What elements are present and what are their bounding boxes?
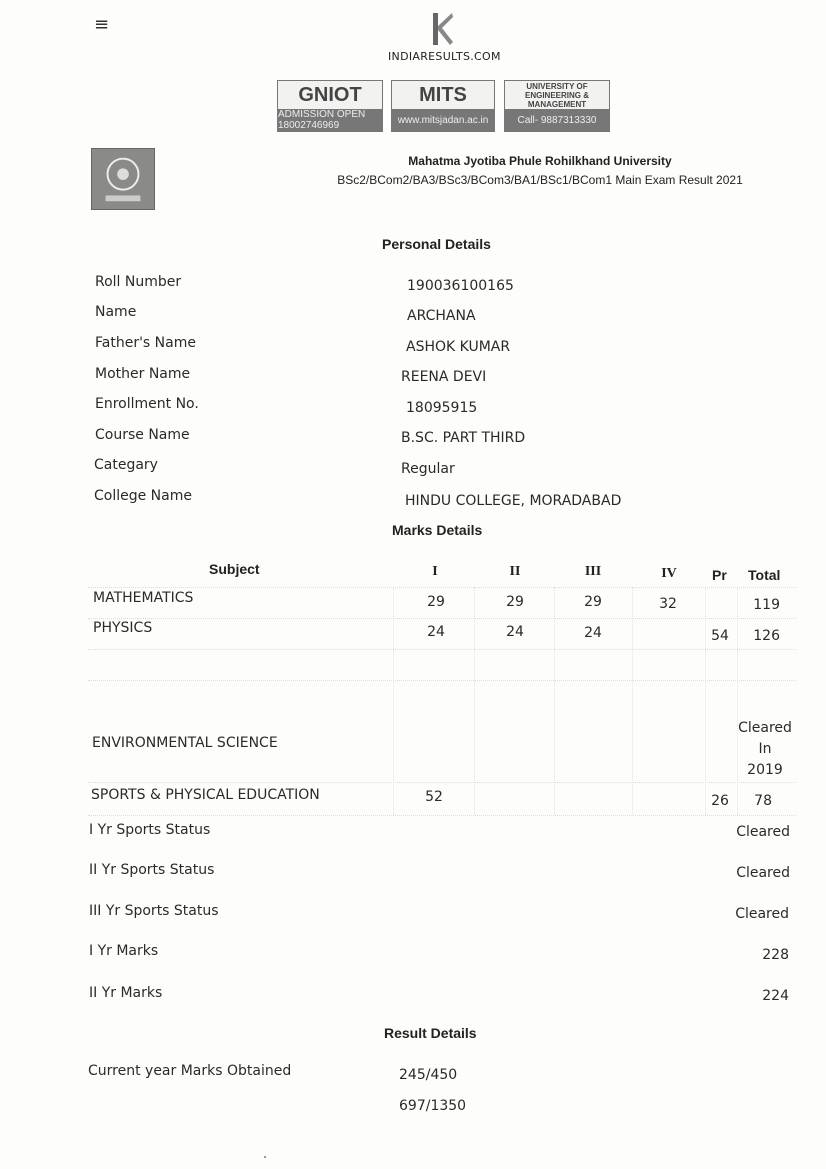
ad-banner-mits[interactable] [391, 80, 495, 132]
table-gridline [88, 815, 796, 816]
subject-physics: PHYSICS [93, 620, 153, 636]
ad-title: GNIOT [298, 83, 362, 106]
table-gridline [705, 587, 706, 815]
yr2-marks-value: 224 [762, 988, 789, 1004]
roll-number-label: Roll Number [95, 274, 182, 290]
scan-speck [264, 1156, 266, 1158]
table-gridline [88, 649, 796, 650]
physics-practical: 54 [711, 628, 729, 644]
physics-paper-i: 24 [427, 624, 445, 640]
ad-banner-gniot[interactable] [277, 80, 383, 132]
college-name-value: HINDU COLLEGE, MORADABAD [405, 493, 622, 509]
ad-subtitle: www.mitsjadan.ac.in [392, 109, 494, 131]
table-gridline [88, 782, 796, 783]
ad-subtitle: Call- 9887313330 [505, 109, 609, 131]
exam-title: BSc2/BCom2/BA3/BSc3/BCom3/BA1/BSc1/BCom1 Main Exam Result 2021 [337, 173, 743, 187]
col-header-i: I [432, 564, 438, 579]
col-header-total: Total [748, 567, 781, 583]
table-gridline [474, 587, 475, 815]
yr1-sports-status-label: I Yr Sports Status [89, 822, 211, 838]
math-total: 119 [753, 597, 780, 613]
table-gridline [88, 680, 796, 681]
math-paper-iv: 32 [659, 596, 677, 612]
aggregate-marks-value: 697/1350 [399, 1098, 467, 1114]
name-label: Name [95, 304, 137, 320]
col-header-pr: Pr [712, 567, 727, 583]
result-details-heading: Result Details [384, 1025, 477, 1041]
yr2-sports-status-value: Cleared [736, 865, 790, 881]
physics-paper-ii: 24 [506, 624, 524, 640]
yr3-sports-status-value: Cleared [735, 906, 789, 922]
yr3-sports-status-label: III Yr Sports Status [89, 903, 219, 919]
col-header-subject: Subject [209, 561, 260, 577]
subject-environmental-science: ENVIRONMENTAL SCIENCE [92, 735, 278, 751]
table-gridline [88, 587, 796, 588]
table-gridline [737, 587, 738, 815]
ad-title: UNIVERSITY OF ENGINEERING & MANAGEMENT [524, 81, 589, 109]
enrollment-value: 18095915 [406, 400, 478, 416]
sports-practical: 26 [711, 793, 729, 809]
course-name-value: B.SC. PART THIRD [401, 430, 526, 446]
university-name: Mahatma Jyotiba Phule Rohilkhand University [408, 154, 672, 168]
mother-name-value: REENA DEVI [401, 369, 487, 385]
site-logo-icon [432, 12, 454, 46]
table-gridline [88, 618, 796, 619]
yr1-marks-label: I Yr Marks [89, 943, 159, 959]
course-name-label: Course Name [95, 427, 190, 443]
math-paper-i: 29 [427, 594, 445, 610]
yr2-marks-label: II Yr Marks [89, 985, 163, 1001]
ad-title: MITS [419, 83, 467, 106]
father-name-label: Father's Name [95, 335, 196, 351]
env-status-line-3: 2019 [747, 762, 783, 778]
name-value: ARCHANA [407, 308, 476, 324]
university-header [300, 154, 780, 194]
site-name[interactable]: INDIARESULTS.COM [388, 50, 501, 63]
enrollment-label: Enrollment No. [95, 396, 199, 412]
father-name-value: ASHOK KUMAR [406, 339, 511, 355]
math-paper-ii: 29 [506, 594, 524, 610]
current-year-marks-label: Current year Marks Obtained [88, 1063, 292, 1079]
env-status-line-2: In [758, 741, 772, 757]
yr1-sports-status-value: Cleared [736, 824, 790, 840]
university-seal-icon [91, 148, 155, 210]
env-status-line-1: Cleared [738, 720, 792, 736]
table-gridline [632, 587, 633, 815]
subject-sports: SPORTS & PHYSICAL EDUCATION [91, 787, 320, 803]
sports-paper-i: 52 [425, 789, 443, 805]
table-gridline [393, 587, 394, 815]
col-header-iv: IV [661, 566, 677, 581]
physics-paper-iii: 24 [584, 625, 602, 641]
physics-total: 126 [753, 628, 780, 644]
mother-name-label: Mother Name [95, 366, 191, 382]
yr2-sports-status-label: II Yr Sports Status [89, 862, 215, 878]
subject-mathematics: MATHEMATICS [93, 590, 194, 606]
yr1-marks-value: 228 [762, 947, 789, 963]
category-label: Categary [94, 457, 158, 473]
current-year-marks-value: 245/450 [399, 1067, 458, 1083]
ad-subtitle: ADMISSION OPEN 18002746969 [278, 109, 382, 131]
marks-details-heading: Marks Details [392, 522, 483, 538]
personal-details-heading: Personal Details [382, 236, 491, 252]
roll-number-value: 190036100165 [407, 278, 514, 294]
college-name-label: College Name [94, 488, 192, 504]
hamburger-menu-icon[interactable]: ≡ [94, 14, 110, 35]
ad-banner-uem[interactable] [504, 80, 610, 132]
col-header-iii: III [584, 564, 602, 579]
sports-total: 78 [754, 793, 772, 809]
col-header-ii: II [509, 564, 521, 579]
math-paper-iii: 29 [584, 594, 602, 610]
table-gridline [554, 587, 555, 815]
category-value: Regular [401, 461, 455, 477]
